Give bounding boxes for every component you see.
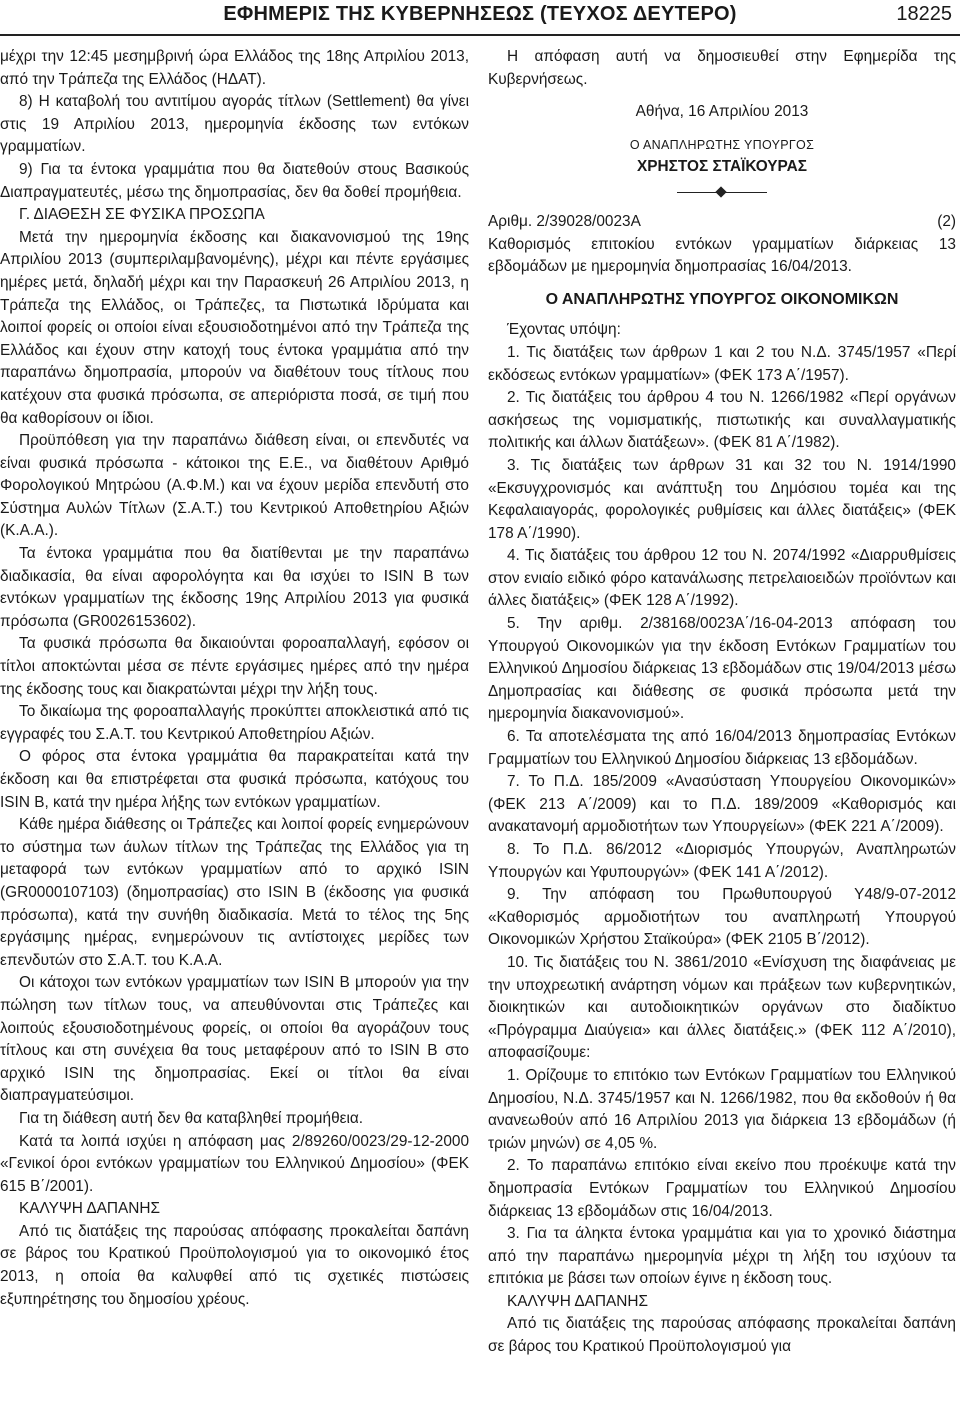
list-item: 5. Την αριθμ. 2/38168/0023Α΄/16-04-2013 απόφαση του Υπουργού Οικονομικών για την έκδοση Εντόκων Γραμματίων του Ελληνικού Δημοσίου διάρκειας 13 εβδομάδων στις 19/04/2013 μέσω Δημοπρασίας και διάθεσης σε φυσικά πρόσωπα μετά την ημερομηνία διακανονισμού». xyxy=(488,615,956,723)
list-item: 4. Τις διατάξεις του άρθρου 12 του Ν. 2074/1992 «Διαρρυθμίσεις στον ενιαίο ειδικό φόρο κατανάλωσης πετρελαιοειδών προϊόντων και άλλες διατάξεις» (ΦΕΚ 128 Α΄/1992). xyxy=(488,547,956,610)
paragraph: Τα έντοκα γραμμάτια που θα διατίθενται με την παραπάνω διαδικασία, θα είναι αφορολόγητα και θα ισχύει το ISIN B των εντόκων γραμματίων της έκδοσης 19ης Απριλίου 2013 για φυσικά πρόσωπα (GR0026153602). xyxy=(0,545,469,630)
decision-number-line xyxy=(488,211,956,234)
considering-label: Έχοντας υπόψη: xyxy=(507,321,621,339)
decision-item: 1. Ορίζουμε το επιτόκιο των Εντόκων Γραμματίων του Ελληνικού Δημοσίου, Ν.Δ. 3745/1957 και Ν. 1266/1982, που θα εκδοθούν ή θα ανανεωθούν από 16 Απριλίου 2013 για διάρκεια 13 εβδομάδων (ή τριών μηνών) σε 4,05 %. xyxy=(488,1066,956,1152)
signature-name: ΧΡΗΣΤΟΣ ΣΤΑΪΚΟΥΡΑΣ xyxy=(636,158,808,176)
paragraph: Ο φόρος στα έντοκα γραμμάτια θα παρακρατείται κατά την έκδοση και θα επιστρέφεται στα φυσικά πρόσωπα, κατόχους του ISIN B, κατά την ημέρα λήξης των εντόκων γραμματίων. xyxy=(0,748,469,811)
page-header xyxy=(0,0,960,36)
paragraph: Οι κάτοχοι των εντόκων γραμματίων των ISIN B μπορούν για την πώληση των τίτλων τους, να απευθύνονται στις Τράπεζες και λοιπούς εξουσιοδοτημένους φορείς, οι οποίοι θα αγοράζουν τους τίτλους και στη συνέχεια θα τους μεταφέρουν από το ISIN B στο αρχικό ISIN της δημοπρασίας. Εκεί οι τίτλοι θα είναι διαπραγματεύσιμοι. xyxy=(0,974,469,1105)
paragraph: 9) Για τα έντοκα γραμμάτια που θα διατεθούν στους Βασικούς Διαπραγματευτές, μέσω της δημοπρασίας, δεν θα δοθεί προμήθεια. xyxy=(0,160,469,201)
paragraph: Το δικαίωμα της φοροαπαλλαγής προκύπτει αποκλειστικά από τις εγγραφές του Σ.Α.Τ. του Κεντρικού Αποθετηρίου Αξιών. xyxy=(0,703,469,743)
decision-number: Αριθμ. 2/39028/0023Α xyxy=(488,212,641,230)
right-column xyxy=(488,46,956,1359)
divider-ornament xyxy=(677,187,767,199)
signature-title: Ο ΑΝΑΠΛΗΡΩΤΗΣ ΥΠΟΥΡΓΟΣ xyxy=(629,137,815,152)
list-item: 10. Τις διατάξεις του Ν. 3861/2010 «Ενίσχυση της διαφάνειας με την υποχρεωτική ανάρτηση νόμων και πράξεων των κυβερνητικών, διοικητικών και αυτοδιοικητικών οργάνων στο διαδίκτυο «Πρόγραμμα Διαύγεια» και άλλες διατάξεις.» (ΦΕΚ 112 Α΄/2010), αποφασίζουμε: xyxy=(488,953,956,1062)
paragraph: Προϋπόθεση για την παραπάνω διάθεση είναι, οι επενδυτές να είναι φυσικά πρόσωπα - κάτοικοι της Ε.Ε., να διαθέτουν Αριθμό Φορολογικού Μητρώου (Α.Φ.Μ.) και να έχουν μερίδα επενδυτή στο Σύστημα Αυλών Τίτλων (Σ.Α.Τ.) του Κεντρικού Αποθετηρίου Αξιών (Κ.Α.Α.). xyxy=(0,432,469,540)
page-number: 18225 xyxy=(896,3,952,25)
paragraph: Κατά τα λοιπά ισχύει η απόφαση μας 2/89260/0023/29-12-2000 «Γενικοί όροι εντόκων γραμματίων του Ελληνικού Δημοσίου» (ΦΕΚ 615 Β΄/2001). xyxy=(0,1132,469,1195)
section-heading: ΚΑΛΥΨΗ ΔΑΠΑΝΗΣ xyxy=(19,1200,161,1218)
list-item: 9. Την απόφαση του Πρωθυπουργού Υ48/9-07-2012 «Καθορισμός αρμοδιοτήτων του αναπληρωτή Υπουργού Οικονομικών Χρήστου Σταϊκούρα» (ΦΕΚ 2105 Β΄/2012). xyxy=(488,886,956,949)
list-item: 6. Τα αποτελέσματα της από 16/04/2013 δημοπρασίας Εντόκων Γραμματίων του Ελληνικού Δημοσίου διάρκειας 13 εβδομάδων. xyxy=(488,728,956,768)
decision-subject: Καθορισμός επιτοκίου εντόκων γραμματίων διάρκειας 13 εβδομάδων με ημερομηνία δημοπρασίας 16/04/2013. xyxy=(488,235,956,276)
list-item: 2. Τις διατάξεις του άρθρου 4 του Ν. 1266/1982 «Περί οργάνων ασκήσεως της νομισματικής, πιστωτικής και συναλλαγματικής πολιτικής και άλλων διατάξεων». (ΦΕΚ 81 Α΄/1982). xyxy=(488,389,956,452)
list-item: 1. Τις διατάξεις των άρθρων 1 και 2 του Ν.Δ. 3745/1957 «Περί εκδόσεως εντόκων γραμματίων» (ΦΕΚ 173 Α΄/1957). xyxy=(488,343,956,384)
paragraph: Κάθε ημέρα διάθεσης οι Τράπεζες και λοιποί φορείς ενημερώνουν το σύστημα των άυλων τίτλων της Τράπεζας της Ελλάδος για τη μεταφορά των εντόκων γραμματίων από το αρχικό ISIN (GR0000107103) (δημοπρασίας) στο ISIN B (έκδοσης για φυσικά πρόσωπα), κατά την συνήθη διαδικασία. Μετά το τέλος της 5ης εργάσιμης ημέρας, ενημερώνουν τις αντίστοιχες μερίδες των επενδυτών στο Σ.Α.Τ. του Κ.Α.Α. xyxy=(0,816,469,969)
decision-index: (2) xyxy=(937,212,956,230)
signature-date: Αθήνα, 16 Απριλίου 2013 xyxy=(635,103,809,121)
paragraph: Από τις διατάξεις της παρούσας απόφασης προκαλείται δαπάνη σε βάρος του Κρατικού Προϋπολογισμού για xyxy=(488,1315,956,1356)
left-column xyxy=(0,46,469,1311)
section-heading: Γ. ΔΙΑΘΕΣΗ ΣΕ ΦΥΣΙΚΑ ΠΡΟΣΩΠΑ xyxy=(19,206,265,224)
paragraph: μέχρι την 12:45 μεσημβρινή ώρα Ελλάδος της 18ης Απριλίου 2013, από την Τράπεζα της Ελλάδος (ΗΔΑΤ). xyxy=(0,48,469,88)
decision-item: 2. Το παραπάνω επιτόκιο είναι εκείνο που προέκυψε κατά την δημοπρασία Εντόκων Γραμματίων του Ελληνικού Δημοσίου διάρκειας 13 εβδομάδων στις 16/04/2013. xyxy=(488,1157,956,1220)
gazette-title: ΕΦΗΜΕΡΙΣ ΤΗΣ ΚΥΒΕΡΝΗΣΕΩΣ (ΤΕΥΧΟΣ ΔΕΥΤΕΡΟ) xyxy=(223,3,737,25)
list-item: 3. Τις διατάξεις των άρθρων 31 και 32 του Ν. 1914/1990 «Εκσυγχρονισμός και ανάπτυξη του Δημόσιου τομέα και της Κεφαλαιαγοράς, φορολογικές ρυθμίσεις και άλλες διατάξεις» (ΦΕΚ 178 Α΄/1990). xyxy=(488,456,956,542)
paragraph: Για τη διάθεση αυτή δεν θα καταβληθεί προμήθεια. xyxy=(19,1109,364,1127)
paragraph: Η απόφαση αυτή να δημοσιευθεί στην Εφημερίδα της Κυβερνήσεως. xyxy=(488,48,956,88)
decision-item: 3. Για τα άληκτα έντοκα γραμμάτια και για το χρονικό διάστημα από την παραπάνω ημερομηνία μέχρι τη λήξη του ισχύουν τα επιτόκια με βάσει των οποίων έγινε η έκδοση τους. xyxy=(488,1225,956,1288)
list-item: 7. Το Π.Δ. 185/2009 «Ανασύσταση Υπουργείου Οικονομικών» (ΦΕΚ 213 Α΄/2009) και το Π.Δ. 189/2009 «Καθορισμός και ανακατανομή αρμοδιοτήτων των Υπουργείων» (ΦΕΚ 221 Α΄/2009). xyxy=(488,773,956,836)
paragraph: Μετά την ημερομηνία έκδοσης και διακανονισμού της 19ης Απριλίου 2013 (συμπεριλαμβανομένης), μέχρι και πέντε εργάσιμες ημέρες μετά, δηλαδή μέχρι και την Παρασκευή 26 Απριλίου 2013, η Τράπεζα της Ελλάδος, οι Τράπεζες, τα Πιστωτικά Ιδρύματα και λοιποί φορείς οι οποίοι είναι εξουσιοδοτημένοι από την Τράπεζα της Ελλάδος και έχουν στην κατοχή τους έντοκα γραμμάτια από την παραπάνω δημοπρασία, μπορούν να διαθέτουν τους τίτλους που κατέχουν στα φυσικά πρόσωπα, σε απεριόριστα ποσά, σε τιμή που θα καθορίσουν οι ίδιοι. xyxy=(0,228,469,427)
authority-heading: Ο ΑΝΑΠΛΗΡΩΤΗΣ ΥΠΟΥΡΓΟΣ ΟΙΚΟΝΟΜΙΚΩΝ xyxy=(545,290,899,308)
paragraph: Από τις διατάξεις της παρούσας απόφασης προκαλείται δαπάνη σε βάρος του Κρατικού Προϋπολογισμού για το οικονομικό έτος 2013, η οποία θα καλυφθεί από τις σχετικές πιστώσεις εξυπηρέτησης του δημοσίου χρέους. xyxy=(0,1222,469,1308)
section-heading: ΚΑΛΥΨΗ ΔΑΠΑΝΗΣ xyxy=(507,1292,649,1310)
paragraph: Τα φυσικά πρόσωπα θα δικαιούνται φοροαπαλλαγή, εφόσον οι τίτλοι αποκτώνται μέσα σε πέντε εργάσιμες ημέρες από την ημέρα της έκδοσης τους και διακρατώνται μέχρι την λήξη τους. xyxy=(0,635,469,698)
paragraph: 8) Η καταβολή του αντιτίμου αγοράς τίτλων (Settlement) θα γίνει στις 19 Απριλίου 2013, ημερομηνία έκδοσης των εντόκων γραμματίων. xyxy=(0,93,469,156)
list-item: 8. Το Π.Δ. 86/2012 «Διορισμός Υπουργών, Αναπληρωτών Υπουργών και Υφυπουργών» (ΦΕΚ 141 Α΄/2012). xyxy=(488,841,956,881)
